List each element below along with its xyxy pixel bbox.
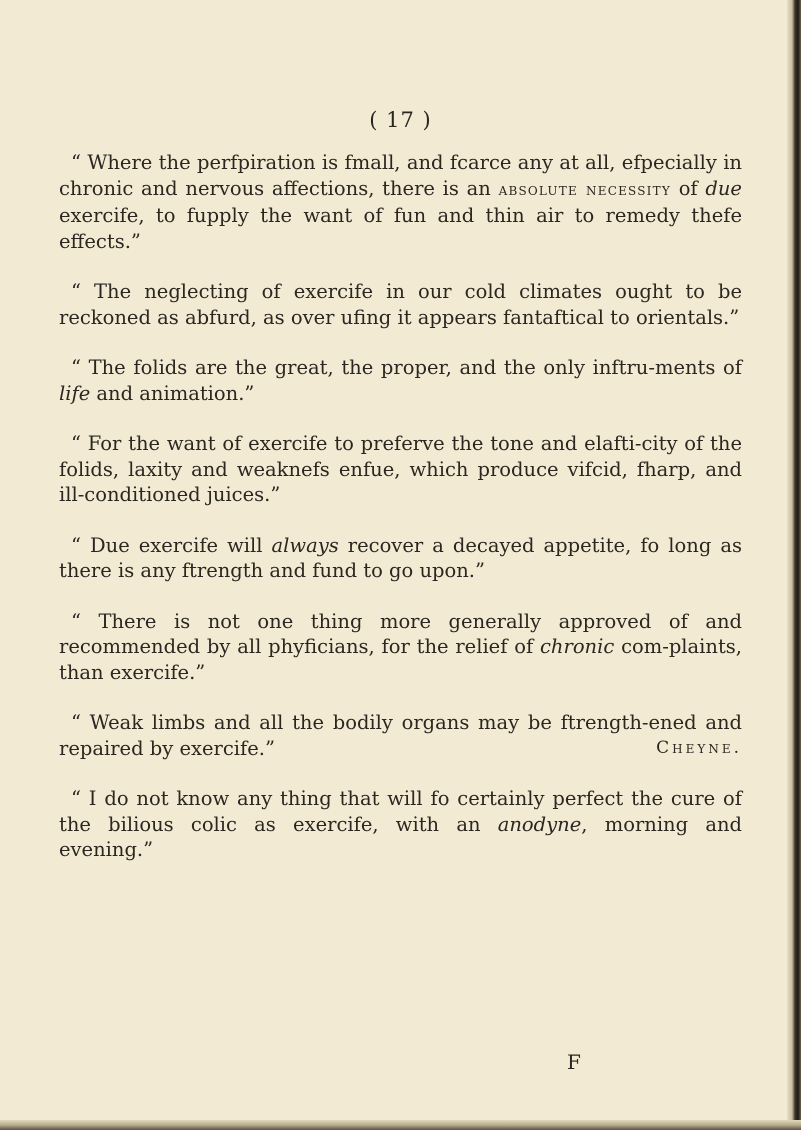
italic-word: chronic <box>540 635 615 658</box>
paragraph-3: “ The folids are the great, the proper, and the only inftru-ments of life and animation.” <box>59 356 742 405</box>
page-edge-right <box>787 0 801 1130</box>
italic-word: life <box>59 381 91 405</box>
author-signature: Cheyne. <box>656 737 742 758</box>
paragraph-4: “ For the want of exercife to preferve the tone and elafti-city of the folids, laxity and weaknefs enfue, which produce vifcid, fharp, and ill-conditioned juices.” <box>59 432 742 506</box>
catchword: F <box>567 1050 581 1074</box>
paragraph-6: “ There is not one thing more generally approved of and recommended by all phyficians, for the relief of chronic com-plaints, than exercife.” <box>59 609 743 684</box>
paragraph-5: “ Due exercife will always recover a decayed appetite, fo long as there is any ftrength and fund to go upon.” <box>59 533 742 582</box>
italic-word: always <box>271 533 339 557</box>
body-text <box>59 150 742 888</box>
italic-word: due <box>705 176 742 200</box>
small-caps-phrase: absolute necessity <box>498 179 671 200</box>
page-number: ( 17 ) <box>369 108 432 132</box>
page-edge-bottom <box>0 1120 801 1130</box>
paragraph-1: “ Where the perfpiration is fmall, and fcarce any at all, efpecially in chronic and nervous affections, there is an absolute necessity of due exercife, to fupply the want of fun and thin air to remedy thefe effects.” <box>59 151 742 253</box>
paragraph-2: “ The neglecting of exercife in our cold climates ought to be reckoned as abfurd, as over ufing it appears fantaftical to orientals.” <box>59 280 742 329</box>
paragraph-8: “ I do not know any thing that will fo certainly perfect the cure of the bilious colic as exercife, with an anodyne, morning and evening.” <box>59 787 742 861</box>
italic-word: anodyne <box>497 812 582 836</box>
paragraph-7: “ Weak limbs and all the bodily organs may be ftrength-ened and repaired by exercife.” Cheyne. <box>59 711 742 760</box>
